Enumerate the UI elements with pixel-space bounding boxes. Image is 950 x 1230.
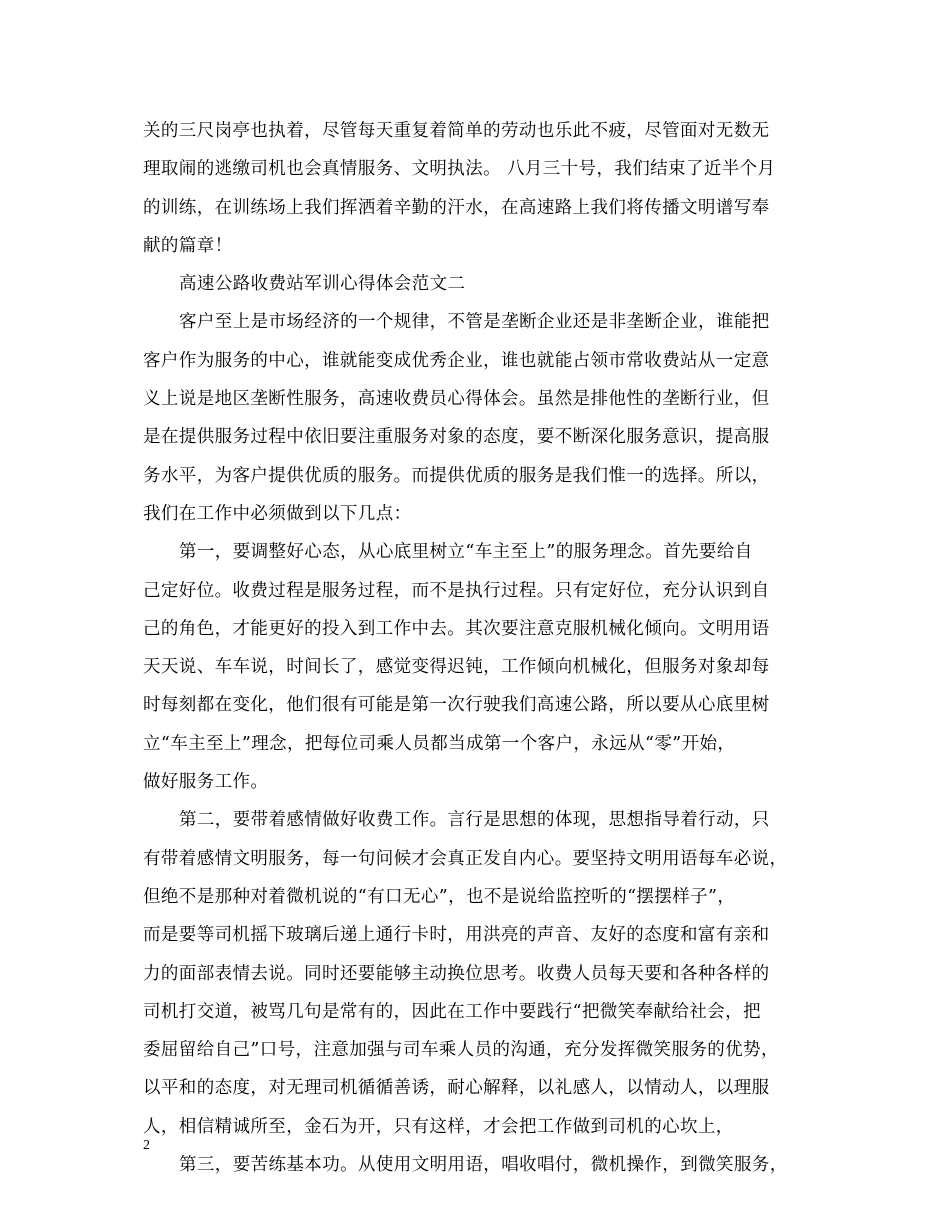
document-body [143, 112, 828, 1184]
paragraph-line: 委屈留给自己”口号，注意加强与司车乘人员的沟通，充分发挥微笑服务的优势， [143, 1040, 779, 1061]
paragraph-line: 己的角色，才能更好的投入到工作中去。其次要注意克服机械化倾向。文明用语 [143, 618, 770, 639]
paragraph-line: 时每刻都在变化，他们很有可能是第一次行驶我们高速公路，所以要从心底里树 [143, 695, 770, 716]
paragraph-line: 我们在工作中必须做到以下几点： [143, 503, 412, 524]
paragraph-first-line: 高速公路收费站军训心得体会范文二 [179, 274, 466, 295]
paragraph-line: 有带着感情文明服务，每一句问候才会真正发自内心。要坚持文明用语每车必说， [143, 848, 788, 869]
paragraph-first-line: 第二，要带着感情做好收费工作。言行是思想的体现，思想指导着行动，只 [179, 810, 770, 831]
paragraph-line: 以平和的态度，对无理司机循循善诱，耐心解释，以礼感人，以情动人，以理服 [143, 1078, 770, 1099]
paragraph-line: 献的篇章！ [143, 235, 233, 256]
paragraph-line: 的训练，在训练场上我们挥洒着辛勤的汗水，在高速路上我们将传播文明谱写奉 [143, 197, 770, 218]
paragraph-first-line: 第三，要苦练基本功。从使用文明用语，唱收唱付，微机操作，到微笑服务， [179, 1155, 788, 1176]
paragraph-line: 是在提供服务过程中依旧要注重服务对象的态度，要不断深化服务意识，提高服 [143, 427, 770, 448]
paragraph-line: 司机打交道，被骂几句是常有的，因此在工作中要践行“把微笑奉献给社会，把 [143, 1001, 761, 1022]
paragraph-line: 立“车主至上”理念，把每位司乘人员都当成第一个客户，永远从“零”开始， [143, 733, 736, 754]
paragraph-first-line: 第一，要调整好心态，从心底里树立“车主至上”的服务理念。首先要给自 [179, 542, 753, 563]
paragraph-line: 力的面部表情去说。同时还要能够主动换位思考。收费人员每天要和各种各样的 [143, 963, 770, 984]
paragraph-line: 关的三尺岗亭也执着，尽管每天重复着简单的劳动也乐此不疲，尽管面对无数无 [143, 121, 770, 141]
paragraph-line: 但绝不是那种对着微机说的“有口无心”，也不是说给监控听的“摆摆样子”， [143, 886, 736, 907]
paragraph-line: 人，相信精诚所至，金石为开，只有这样，才会把工作做到司机的心坎上， [143, 1116, 734, 1137]
paragraph-line: 做好服务工作。 [143, 772, 269, 793]
paragraph-line: 客户作为服务的中心，谁就能变成优秀企业，谁也就能占领市常收费站从一定意 [143, 350, 770, 371]
page-number: 2 [143, 1138, 150, 1153]
paragraph-line: 天天说、车车说，时间长了，感觉变得迟钝，工作倾向机械化，但服务对象却每 [143, 657, 770, 678]
paragraph-first-line: 客户至上是市场经济的一个规律，不管是垄断企业还是非垄断企业，谁能把 [179, 312, 770, 333]
paragraph-line: 义上说是地区垄断性服务，高速收费员心得体会。虽然是排他性的垄断行业，但 [143, 389, 770, 410]
paragraph-line: 己定好位。收费过程是服务过程，而不是执行过程。只有定好位，充分认识到自 [143, 580, 770, 601]
paragraph-line: 务水平，为客户提供优质的服务。而提供优质的服务是我们惟一的选择。所以， [143, 465, 770, 486]
paragraph-line: 理取闹的逃缴司机也会真情服务、文明执法。 八月三十号，我们结束了近半个月 [143, 159, 776, 180]
paragraph-line: 而是要等司机摇下玻璃后递上通行卡时，用洪亮的声音、友好的态度和富有亲和 [143, 925, 770, 946]
